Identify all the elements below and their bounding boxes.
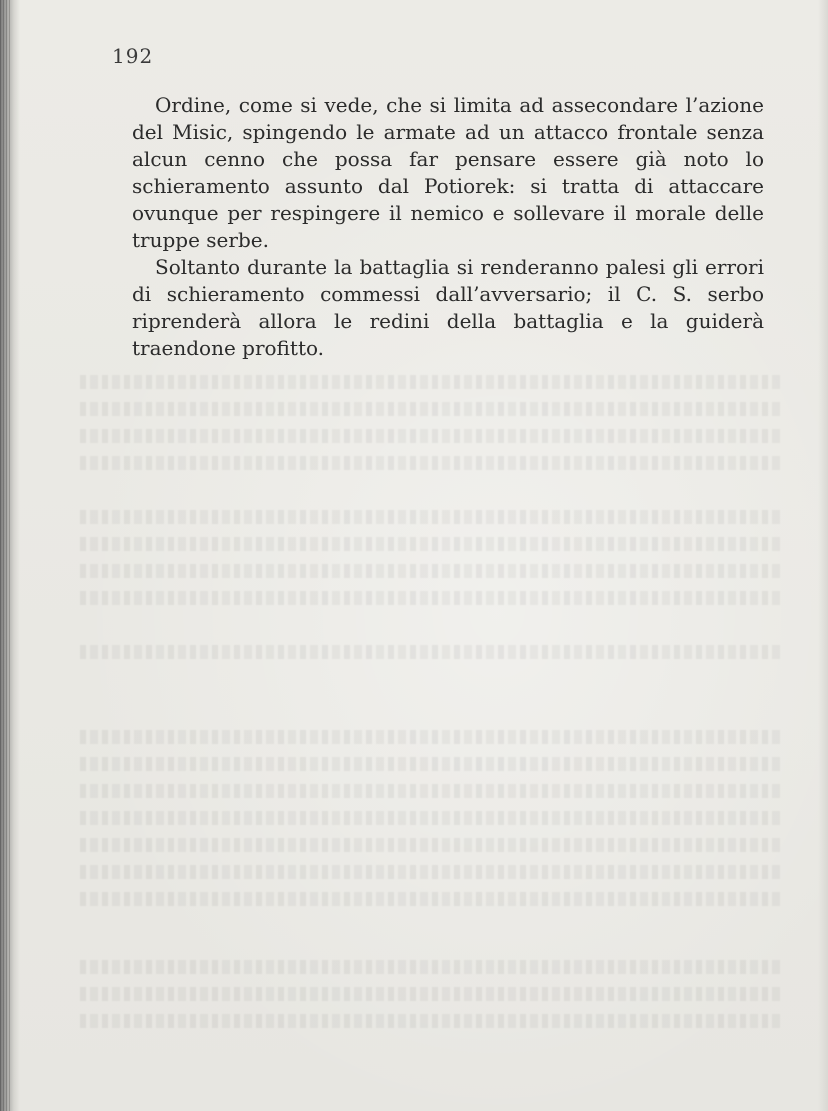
bleed-through-line	[80, 811, 780, 825]
bleed-through-line	[80, 564, 780, 578]
bleed-through-line	[80, 757, 780, 771]
bleed-through-line	[80, 892, 780, 906]
bleed-through-line	[80, 402, 780, 416]
body-text	[132, 92, 764, 362]
paragraph: Ordine, come si vede, che si limita ad assecondare l’azione del Misic, spingendo le armate ad un attacco frontale senza alcun cenno che possa far pensare essere già noto lo schieramento assunto dal Potiorek: si tratta di attaccare ovunque per respingere il nemico e sollevare il morale delle truppe serbe.	[132, 93, 764, 252]
bleed-through-line	[80, 456, 780, 470]
bleed-through-line	[80, 429, 780, 443]
bleed-through-line	[80, 645, 780, 659]
page-number: 192	[112, 44, 154, 68]
paragraph: Soltanto durante la battaglia si renderanno palesi gli errori di schieramento commessi dall’avversario; il C. S. serbo riprenderà allora le redini della battaglia e la guiderà traendone profitto.	[132, 255, 764, 360]
bleed-through-line	[80, 730, 780, 744]
bleed-through-line	[80, 987, 780, 1001]
bleed-through-line	[80, 375, 780, 389]
bleed-through-line	[80, 784, 780, 798]
bleed-through-line	[80, 1014, 780, 1028]
bleed-through-line	[80, 510, 780, 524]
bleed-through-line	[80, 838, 780, 852]
page-right-edge	[818, 0, 828, 1111]
bleed-through-line	[80, 960, 780, 974]
page-edge-lines	[0, 0, 12, 1111]
bleed-through-line	[80, 591, 780, 605]
bleed-through-line	[80, 865, 780, 879]
bleed-through-line	[80, 537, 780, 551]
